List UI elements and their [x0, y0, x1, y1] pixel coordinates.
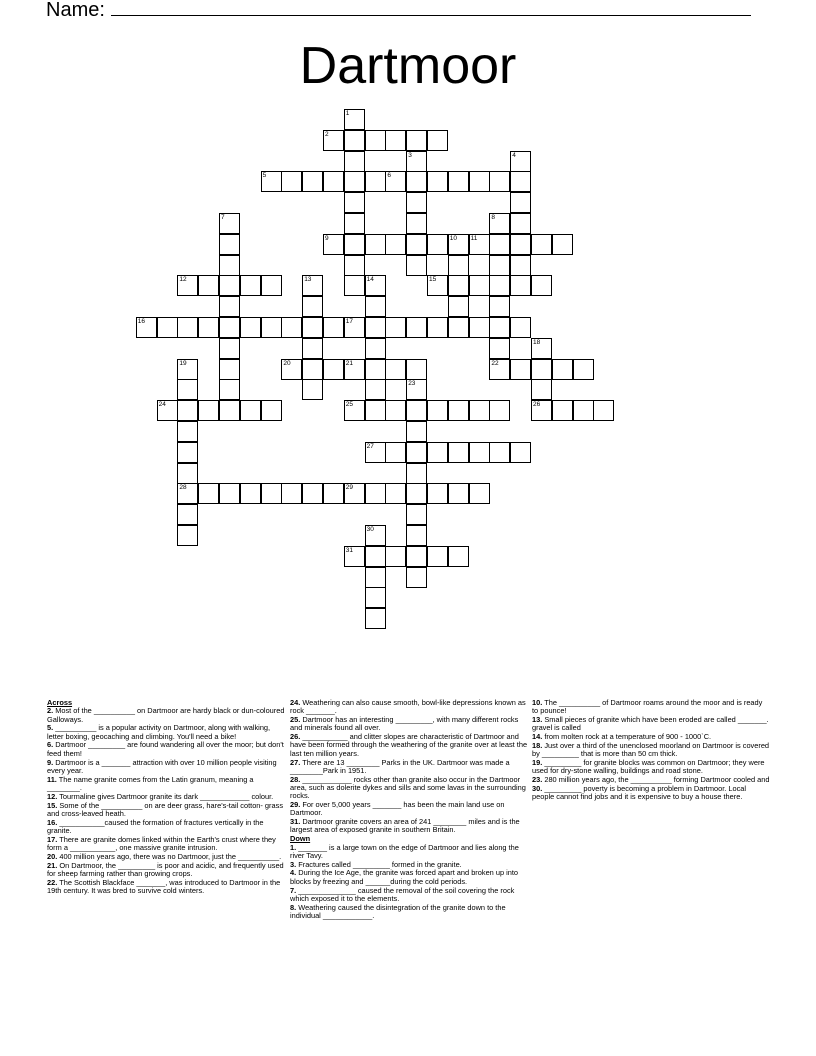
- clue-number: 31: [345, 546, 354, 554]
- grid-cell[interactable]: [344, 255, 365, 276]
- grid-cell[interactable]: [365, 442, 386, 463]
- grid-cell[interactable]: [489, 359, 510, 380]
- clue-number: 30: [366, 526, 374, 533]
- grid-cell[interactable]: [157, 317, 178, 338]
- grid-cell[interactable]: [489, 171, 510, 192]
- clue-number: 17: [345, 318, 354, 325]
- across-clue: 22. The Scottish Blackface _______, was introduced to Dartmoor in the 19th century. It was bred to survive cold winters.: [47, 877, 281, 896]
- grid-cell[interactable]: [448, 546, 469, 567]
- down-clue: 4. During the Ice Age, the granite was forced apart and broken up into blocks by freezing and ______during the cold periods.: [290, 868, 519, 886]
- grid-cell[interactable]: [406, 525, 427, 546]
- grid-cell[interactable]: [198, 275, 219, 296]
- grid-cell[interactable]: [552, 359, 573, 380]
- grid-cell[interactable]: [593, 400, 614, 421]
- clue-number: 12: [179, 276, 187, 284]
- grid-cell[interactable]: [344, 151, 365, 172]
- clue-number: 19: [179, 359, 187, 367]
- grid-cell[interactable]: [177, 275, 198, 296]
- grid-cell[interactable]: [406, 171, 427, 192]
- grid-cell[interactable]: [406, 463, 427, 484]
- grid-cell[interactable]: [385, 130, 406, 151]
- grid-cell[interactable]: [219, 379, 240, 400]
- grid-cell[interactable]: [365, 275, 386, 296]
- across-clue: 31. Dartmoor granite covers an area of 241 ________ miles and is the largest area of exposed granite in southern Britain.: [290, 817, 520, 835]
- grid-cell[interactable]: [385, 483, 406, 504]
- grid-cell[interactable]: [406, 379, 427, 400]
- clue-number: 21: [345, 359, 354, 367]
- across-clue: 25. Dartmoor has an interesting _________, with many different rocks and minerals found all over.: [290, 715, 519, 733]
- grid-cell[interactable]: [219, 359, 240, 380]
- down-clue: 10. The __________ of Dartmoor roams around the moor and is ready to pounce!: [532, 698, 763, 716]
- clue-number: 24: [158, 401, 166, 409]
- grid-cell[interactable]: [219, 338, 240, 359]
- down-clue: 14. from molten rock at a temperature of 900 - 1000`C.: [532, 732, 712, 742]
- grid-cell[interactable]: [281, 483, 302, 504]
- grid-cell[interactable]: [240, 483, 261, 504]
- grid-cell[interactable]: [489, 400, 510, 421]
- clue-number: 7: [221, 214, 225, 221]
- grid-cell[interactable]: [261, 171, 282, 192]
- grid-cell[interactable]: [365, 587, 386, 608]
- grid-cell[interactable]: [344, 109, 365, 130]
- grid-cell[interactable]: [365, 296, 386, 317]
- grid-cell[interactable]: [365, 525, 386, 546]
- grid-cell[interactable]: [344, 317, 365, 338]
- clue-number: 5: [262, 172, 267, 180]
- grid-cell[interactable]: [406, 255, 427, 276]
- grid-cell[interactable]: [531, 379, 552, 400]
- grid-cell[interactable]: [177, 421, 198, 442]
- down-header: Down: [290, 834, 311, 844]
- grid-cell[interactable]: [448, 275, 469, 296]
- grid-cell[interactable]: [573, 400, 594, 421]
- grid-cell[interactable]: [323, 171, 344, 192]
- grid-cell[interactable]: [385, 400, 406, 421]
- clue-number: 27: [366, 442, 374, 450]
- grid-cell[interactable]: [510, 192, 531, 213]
- grid-cell[interactable]: [365, 130, 386, 151]
- grid-cell[interactable]: [281, 171, 302, 192]
- grid-cell[interactable]: [344, 171, 365, 192]
- grid-cell[interactable]: [469, 442, 490, 463]
- grid-cell[interactable]: [406, 546, 427, 567]
- grid-cell[interactable]: [177, 400, 198, 421]
- clue-number: 1: [345, 110, 350, 117]
- grid-cell[interactable]: [365, 400, 386, 421]
- grid-cell[interactable]: [427, 546, 448, 567]
- down-clue: 7. ______________ caused the removal of the soil covering the rock which exposed it to the elements.: [290, 885, 515, 903]
- down-clue: 1. _______ is a large town on the edge of Dartmoor and lies along the river Tavy.: [290, 842, 519, 860]
- clue-number: 11: [470, 234, 478, 242]
- grid-cell[interactable]: [469, 483, 490, 504]
- across-clue: 24. Weathering can also cause smooth, bowl-like depressions known as rock _______.: [290, 698, 526, 716]
- clue-number: 6: [387, 172, 392, 180]
- down-clue: 30. _________ poverty is becoming a problem in Dartmoor. Local people cannot find jobs and it is expensive to buy a house there.: [532, 783, 747, 802]
- grid-cell[interactable]: [365, 359, 386, 380]
- across-clue: 27. There are 13 ________ Parks in the UK. Dartmoor was made a ________Park in 1951.: [290, 757, 510, 775]
- grid-cell[interactable]: [406, 442, 427, 463]
- grid-cell[interactable]: [365, 338, 386, 359]
- grid-cell[interactable]: [427, 317, 448, 338]
- grid-cell[interactable]: [177, 483, 198, 504]
- grid-cell[interactable]: [177, 359, 198, 380]
- grid-cell[interactable]: [448, 317, 469, 338]
- grid-cell[interactable]: [510, 275, 531, 296]
- across-clue: 29. For over 5,000 years _______ has been the main land use on Dartmoor.: [290, 800, 505, 818]
- grid-cell[interactable]: [302, 317, 323, 338]
- grid-cell[interactable]: [489, 234, 510, 255]
- grid-cell[interactable]: [365, 317, 386, 338]
- grid-cell[interactable]: [344, 400, 365, 421]
- grid-cell[interactable]: [427, 275, 448, 296]
- grid-cell[interactable]: [261, 275, 282, 296]
- grid-cell[interactable]: [177, 463, 198, 484]
- grid-cell[interactable]: [489, 255, 510, 276]
- grid-cell[interactable]: [531, 359, 552, 380]
- grid-cell[interactable]: [448, 234, 469, 255]
- grid-cell[interactable]: [489, 275, 510, 296]
- grid-cell[interactable]: [427, 171, 448, 192]
- grid-cell[interactable]: [406, 130, 427, 151]
- grid-cell[interactable]: [177, 504, 198, 525]
- grid-cell[interactable]: [385, 317, 406, 338]
- grid-cell[interactable]: [219, 234, 240, 255]
- across-clue: 5. __________ is a popular activity on Dartmoor, along with walking, letter boxing, geocaching and climbing. You'll need a bike!: [47, 723, 271, 741]
- grid-cell[interactable]: [510, 213, 531, 234]
- grid-cell[interactable]: [157, 400, 178, 421]
- across-clue: 21. On Dartmoor, the _________ is poor and acidic, and frequently used for sheep farming rather than growing crops.: [47, 860, 284, 878]
- clue-number: 4: [512, 151, 516, 159]
- clue-number: 26: [533, 401, 541, 409]
- grid-cell[interactable]: [531, 400, 552, 421]
- grid-cell[interactable]: [198, 400, 219, 421]
- grid-cell[interactable]: [406, 359, 427, 380]
- page-title: Dartmoor: [299, 37, 517, 95]
- grid-cell[interactable]: [302, 379, 323, 400]
- across-clue: 11. The name granite comes from the Latin granum, meaning a ________.: [47, 774, 254, 792]
- clue-number: 28: [179, 484, 187, 492]
- grid-cell[interactable]: [448, 255, 469, 276]
- grid-cell[interactable]: [427, 130, 448, 151]
- grid-cell[interactable]: [531, 234, 552, 255]
- name-label: Name:: [46, 0, 105, 21]
- across-clue: 17. There are granite domes linked within the Earth's crust where they form a ___________, one massive granite intrusion.: [47, 834, 276, 853]
- grid-cell[interactable]: [489, 317, 510, 338]
- grid-cell[interactable]: [406, 504, 427, 525]
- grid-cell[interactable]: [510, 359, 531, 380]
- across-header: Across: [47, 698, 73, 707]
- grid-cell[interactable]: [510, 442, 531, 463]
- down-clue: 18. Just over a third of the unenclosed moorland on Dartmoor is covered by _________ that is more than 50 cm thick.: [532, 740, 770, 759]
- grid-cell[interactable]: [406, 421, 427, 442]
- grid-cell[interactable]: [344, 234, 365, 255]
- grid-cell[interactable]: [365, 379, 386, 400]
- clue-number: 20: [283, 359, 291, 367]
- grid-cell[interactable]: [323, 317, 344, 338]
- grid-cell[interactable]: [240, 400, 261, 421]
- grid-cell[interactable]: [510, 317, 531, 338]
- across-clue: 16. ___________caused the formation of fractures vertically in the granite.: [47, 817, 264, 835]
- grid-cell[interactable]: [448, 171, 469, 192]
- grid-cell[interactable]: [365, 234, 386, 255]
- clue-number: 23: [408, 380, 416, 388]
- clue-number: 9: [325, 234, 329, 242]
- grid-cell[interactable]: [531, 275, 552, 296]
- grid-cell[interactable]: [302, 171, 323, 192]
- grid-cell[interactable]: [448, 442, 469, 463]
- grid-cell[interactable]: [406, 400, 427, 421]
- grid-cell[interactable]: [510, 151, 531, 172]
- across-clue: 20. 400 million years ago, there was no Dartmoor, just the __________.: [47, 851, 282, 861]
- grid-cell[interactable]: [302, 359, 323, 380]
- grid-cell[interactable]: [573, 359, 594, 380]
- grid-cell[interactable]: [427, 483, 448, 504]
- across-clue: 28. ____________ rocks other than granite also occur in the Dartmoor area, such as dolerite dykes and sills and some lavas in the surrounding rocks.: [290, 774, 526, 801]
- grid-cell[interactable]: [406, 317, 427, 338]
- grid-cell[interactable]: [385, 234, 406, 255]
- grid-cell[interactable]: [219, 213, 240, 234]
- grid-cell[interactable]: [302, 483, 323, 504]
- grid-cell[interactable]: [261, 317, 282, 338]
- grid-cell[interactable]: [302, 338, 323, 359]
- grid-cell[interactable]: [489, 442, 510, 463]
- across-clue: 9. Dartmoor is a _______ attraction with over 10 million people visiting every year.: [47, 757, 277, 775]
- clue-number: 14: [366, 276, 374, 284]
- grid-cell[interactable]: [406, 213, 427, 234]
- clue-number: 8: [491, 214, 496, 221]
- grid-cell[interactable]: [385, 546, 406, 567]
- grid-cell[interactable]: [344, 130, 365, 151]
- grid-cell[interactable]: [177, 442, 198, 463]
- grid-cell[interactable]: [365, 546, 386, 567]
- grid-cell[interactable]: [448, 400, 469, 421]
- grid-cell[interactable]: [136, 317, 157, 338]
- grid-cell[interactable]: [469, 171, 490, 192]
- across-clue: 6. Dartmoor _________ are found wandering all over the moor; but don't feed them!: [47, 740, 284, 758]
- grid-cell[interactable]: [198, 483, 219, 504]
- clue-number: 22: [491, 359, 499, 367]
- grid-cell[interactable]: [323, 359, 344, 380]
- grid-cell[interactable]: [489, 338, 510, 359]
- clue-number: 18: [533, 338, 541, 346]
- grid-cell[interactable]: [489, 213, 510, 234]
- grid-cell[interactable]: [531, 338, 552, 359]
- clue-number: 16: [137, 318, 146, 325]
- grid-cell[interactable]: [344, 483, 365, 504]
- grid-cell[interactable]: [448, 296, 469, 317]
- grid-cell[interactable]: [177, 379, 198, 400]
- grid-cell[interactable]: [385, 171, 406, 192]
- grid-cell[interactable]: [344, 359, 365, 380]
- down-clue: 23. 280 million years ago, the __________ forming Dartmoor cooled and: [532, 775, 770, 785]
- clue-number: 13: [304, 276, 312, 284]
- grid-cell[interactable]: [365, 567, 386, 588]
- grid-cell[interactable]: [281, 317, 302, 338]
- grid-cell[interactable]: [323, 130, 344, 151]
- clue-number: 3: [408, 151, 412, 159]
- grid-cell[interactable]: [302, 275, 323, 296]
- grid-cell[interactable]: [219, 483, 240, 504]
- grid-cell[interactable]: [344, 275, 365, 296]
- clue-number: 25: [345, 401, 354, 409]
- across-clue: 2. Most of the __________ on Dartmoor are hardy black or dun-coloured Galloways.: [47, 706, 285, 724]
- grid-cell[interactable]: [406, 192, 427, 213]
- grid-cell[interactable]: [281, 359, 302, 380]
- grid-cell[interactable]: [469, 234, 490, 255]
- across-clue: 26. ___________ and clitter slopes are characteristic of Dartmoor and have been formed through the weathering of the granite over at least the last ten million years.: [290, 732, 528, 758]
- grid-cell[interactable]: [177, 525, 198, 546]
- grid-cell[interactable]: [219, 296, 240, 317]
- clues-column-3: [532, 699, 770, 802]
- grid-cell[interactable]: [385, 442, 406, 463]
- grid-cell[interactable]: [302, 296, 323, 317]
- grid-cell[interactable]: [219, 317, 240, 338]
- grid-cell[interactable]: [219, 275, 240, 296]
- grid-cell[interactable]: [219, 255, 240, 276]
- grid-cell[interactable]: [510, 171, 531, 192]
- grid-cell[interactable]: [427, 442, 448, 463]
- grid-cell[interactable]: [448, 483, 469, 504]
- grid-cell[interactable]: [510, 234, 531, 255]
- grid-cell[interactable]: [261, 400, 282, 421]
- clue-number: 10: [449, 234, 458, 242]
- clue-number: 29: [345, 484, 354, 492]
- grid-cell[interactable]: [469, 317, 490, 338]
- grid-cell[interactable]: [240, 317, 261, 338]
- clues-column-2: [290, 699, 528, 921]
- grid-cell[interactable]: [427, 400, 448, 421]
- grid-cell[interactable]: [469, 400, 490, 421]
- grid-cell[interactable]: [344, 546, 365, 567]
- grid-cell[interactable]: [365, 608, 386, 629]
- clue-number: 15: [429, 276, 437, 284]
- grid-cell[interactable]: [552, 400, 573, 421]
- grid-cell[interactable]: [344, 213, 365, 234]
- grid-cell[interactable]: [323, 234, 344, 255]
- down-clue: 13. Small pieces of granite which have been eroded are called _______. gravel is called: [532, 715, 769, 733]
- grid-cell[interactable]: [240, 275, 261, 296]
- grid-cell[interactable]: [365, 483, 386, 504]
- grid-cell[interactable]: [261, 483, 282, 504]
- grid-cell[interactable]: [406, 567, 427, 588]
- down-clue: 19. _________ for granite blocks was common on Dartmoor; they were used for dry-stone walling, buildings and road stone.: [532, 758, 765, 776]
- grid-cell[interactable]: [344, 192, 365, 213]
- grid-cell[interactable]: [552, 234, 573, 255]
- clue-number: 2: [325, 130, 329, 138]
- grid-cell[interactable]: [323, 483, 344, 504]
- grid-cell[interactable]: [489, 296, 510, 317]
- grid-cell[interactable]: [177, 317, 198, 338]
- grid-cell[interactable]: [219, 400, 240, 421]
- grid-cell[interactable]: [406, 483, 427, 504]
- grid-cell[interactable]: [406, 151, 427, 172]
- grid-cell[interactable]: [469, 275, 490, 296]
- grid-cell[interactable]: [406, 234, 427, 255]
- down-clue: 3. Fractures called _________ formed in the granite.: [290, 859, 462, 869]
- down-clue: 8. Weathering caused the disintegration of the granite down to the individual ____________.: [290, 902, 506, 920]
- across-clue: 15. Some of the __________ on are deer grass, hare's-tail cotton- grass and cross-leaved heath.: [47, 800, 284, 818]
- grid-cell[interactable]: [427, 234, 448, 255]
- grid-cell[interactable]: [365, 171, 386, 192]
- grid-cell[interactable]: [510, 255, 531, 276]
- grid-cell[interactable]: [385, 359, 406, 380]
- grid-cell[interactable]: [198, 317, 219, 338]
- across-clue: 12. Tourmaline gives Dartmoor granite its dark ____________ colour.: [47, 791, 274, 801]
- clues-column-1: [47, 699, 285, 896]
